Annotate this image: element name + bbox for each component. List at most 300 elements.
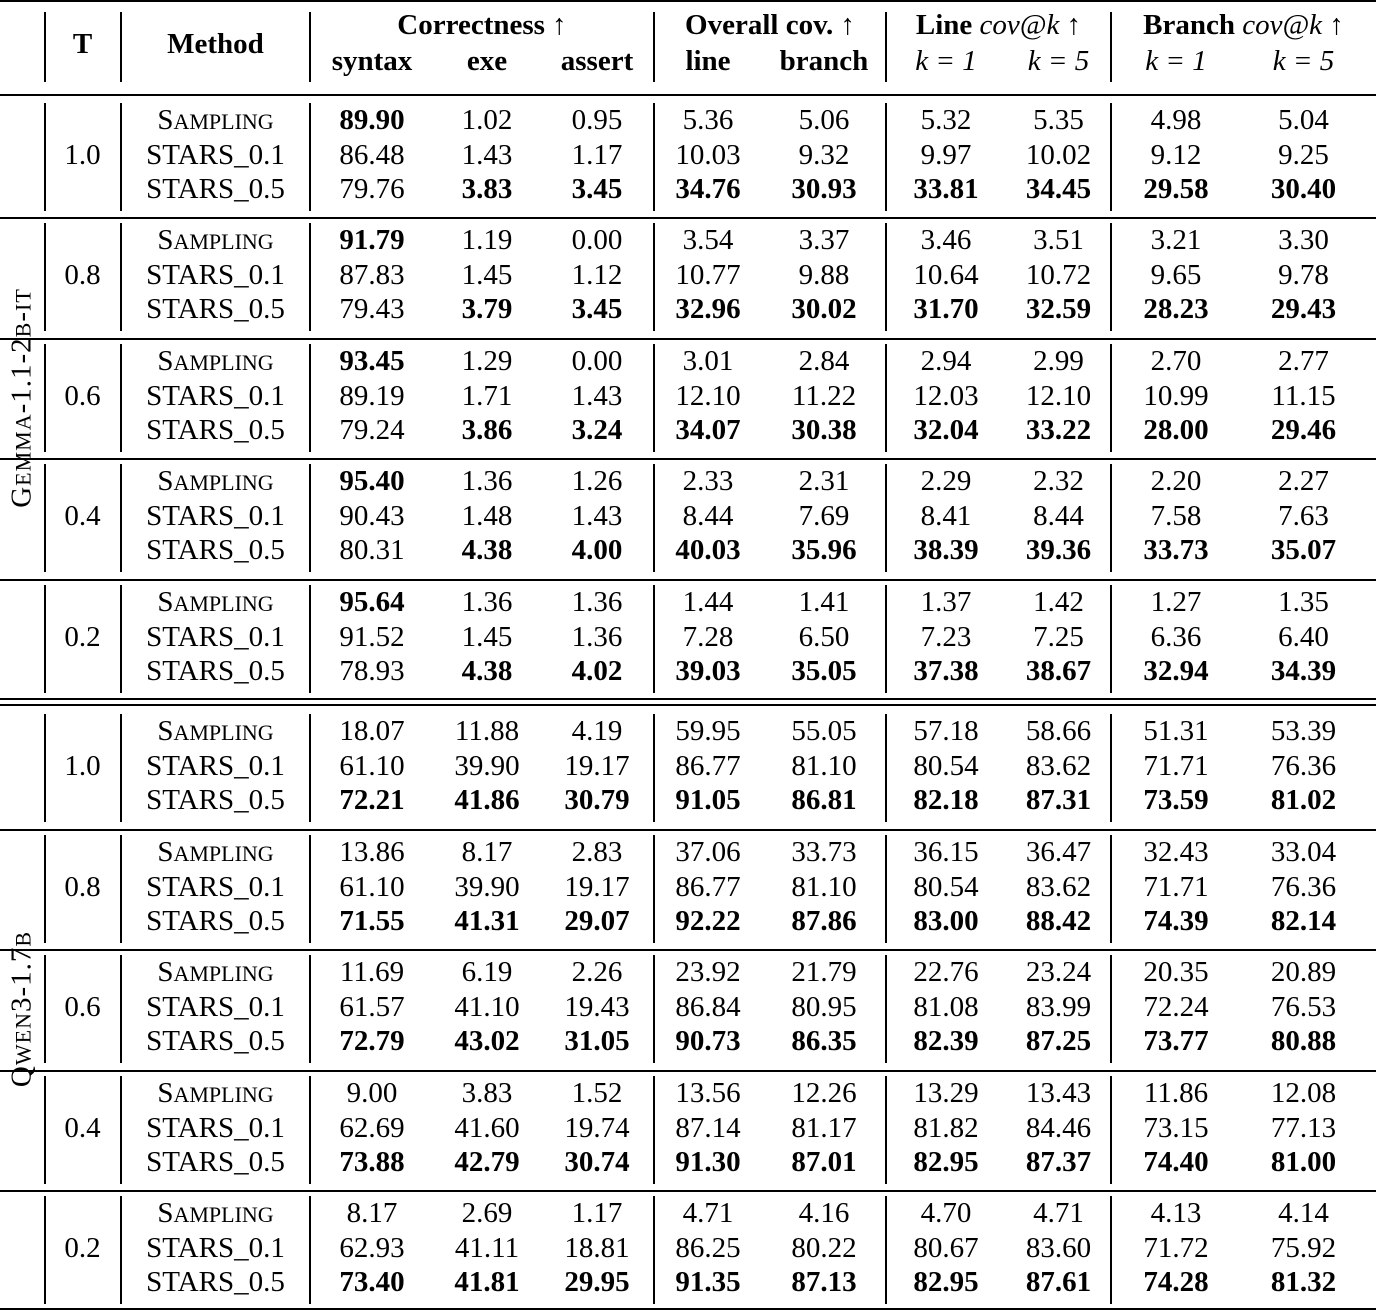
value-cell: 0.00 <box>571 224 623 256</box>
value-cell: 33.81 <box>913 173 979 205</box>
method-cell: STARS_0.1 <box>146 749 285 782</box>
value-cell: 33.22 <box>1025 414 1092 446</box>
value-cell: 10.72 <box>1025 258 1092 291</box>
value-cell: 81.82 <box>913 1111 979 1144</box>
header-line-cov <box>886 8 1111 42</box>
temperature-cell: 0.6 <box>64 990 101 1023</box>
value-cell: 61.10 <box>339 749 405 782</box>
value-cell: 86.77 <box>675 749 741 782</box>
value-cell: 4.14 <box>1278 1197 1329 1229</box>
value-cell: 61.57 <box>339 990 405 1023</box>
value-cell: 39.03 <box>675 655 741 687</box>
temperature-cell: 0.2 <box>64 620 101 653</box>
group-separator-rule <box>0 458 1376 460</box>
value-cell: 86.77 <box>675 870 741 903</box>
method-cell: STARS_0.5 <box>146 414 285 446</box>
value-cell: 81.00 <box>1270 1146 1337 1178</box>
value-cell: 32.04 <box>913 414 979 446</box>
value-cell: 7.23 <box>920 620 972 653</box>
value-cell: 10.99 <box>1143 379 1209 412</box>
value-cell: 2.99 <box>1033 345 1084 377</box>
value-cell: 6.40 <box>1278 620 1329 653</box>
value-cell: 29.58 <box>1143 173 1209 205</box>
value-cell: 81.17 <box>791 1111 857 1144</box>
value-cell: 93.45 <box>339 345 405 377</box>
method-cell: STARS_0.1 <box>146 990 285 1023</box>
value-cell: 7.63 <box>1278 499 1329 532</box>
value-cell: 89.90 <box>339 104 405 136</box>
value-cell: 75.92 <box>1270 1231 1337 1264</box>
value-cell: 1.41 <box>798 586 850 618</box>
value-cell: 53.39 <box>1270 715 1337 747</box>
method-cell: SAMPLING <box>157 956 274 988</box>
method-cell: STARS_0.5 <box>146 784 285 816</box>
value-cell: 91.05 <box>675 784 741 816</box>
value-cell: 5.32 <box>920 104 972 136</box>
value-cell: 2.20 <box>1150 465 1202 497</box>
temperature-cell: 0.8 <box>64 870 101 903</box>
value-cell: 2.69 <box>461 1197 513 1229</box>
value-cell: 72.24 <box>1143 990 1209 1023</box>
value-cell: 4.70 <box>920 1197 972 1229</box>
value-cell: 43.02 <box>454 1025 520 1057</box>
value-cell: 33.73 <box>1143 534 1209 566</box>
value-cell: 87.61 <box>1025 1266 1092 1298</box>
header-rule <box>0 94 1376 96</box>
value-cell: 1.26 <box>571 465 623 497</box>
value-cell: 80.54 <box>913 870 979 903</box>
value-cell: 1.42 <box>1033 586 1084 618</box>
header-sub-exe: exe <box>466 45 508 77</box>
method-cell: STARS_0.5 <box>146 1025 285 1057</box>
value-cell: 30.02 <box>791 293 857 325</box>
value-cell: 71.72 <box>1143 1231 1209 1264</box>
value-cell: 6.36 <box>1150 620 1202 653</box>
value-cell: 8.17 <box>461 836 513 868</box>
temperature-cell: 0.4 <box>64 1111 101 1144</box>
method-cell: SAMPLING <box>157 715 274 747</box>
value-cell: 62.93 <box>339 1231 405 1264</box>
value-cell: 4.13 <box>1150 1197 1202 1229</box>
value-cell: 91.79 <box>339 224 405 256</box>
method-cell: STARS_0.1 <box>146 379 285 412</box>
temperature-cell: 1.0 <box>64 749 101 782</box>
temperature-cell: 0.4 <box>64 499 101 532</box>
header-column-divider <box>653 12 655 82</box>
value-cell: 81.08 <box>913 990 979 1023</box>
value-cell: 83.62 <box>1025 749 1092 782</box>
value-cell: 73.40 <box>339 1266 405 1298</box>
value-cell: 39.90 <box>454 749 520 782</box>
value-cell: 76.53 <box>1270 990 1337 1023</box>
group-separator-rule <box>0 829 1376 831</box>
value-cell: 1.43 <box>461 138 513 171</box>
value-cell: 59.95 <box>675 715 741 747</box>
value-cell: 28.00 <box>1143 414 1209 446</box>
method-cell: SAMPLING <box>157 104 274 136</box>
value-cell: 1.36 <box>571 620 623 653</box>
value-cell: 32.59 <box>1025 293 1092 325</box>
value-cell: 2.26 <box>571 956 623 988</box>
value-cell: 4.38 <box>461 655 513 687</box>
value-cell: 19.74 <box>564 1111 630 1144</box>
value-cell: 87.31 <box>1025 784 1092 816</box>
value-cell: 1.52 <box>571 1077 623 1109</box>
value-cell: 3.45 <box>571 293 623 325</box>
value-cell: 39.36 <box>1025 534 1092 566</box>
value-cell: 37.38 <box>913 655 979 687</box>
value-cell: 0.00 <box>571 345 623 377</box>
value-cell: 3.46 <box>920 224 972 256</box>
value-cell: 82.95 <box>913 1266 979 1298</box>
value-cell: 92.22 <box>675 905 741 937</box>
value-cell: 2.77 <box>1278 345 1329 377</box>
value-cell: 1.17 <box>571 138 623 171</box>
value-cell: 19.43 <box>564 990 630 1023</box>
value-cell: 79.24 <box>339 414 405 446</box>
value-cell: 29.46 <box>1270 414 1337 446</box>
value-cell: 78.93 <box>339 655 405 687</box>
value-cell: 2.94 <box>920 345 972 377</box>
method-cell: SAMPLING <box>157 465 274 497</box>
value-cell: 80.88 <box>1270 1025 1337 1057</box>
value-cell: 12.10 <box>675 379 741 412</box>
value-cell: 3.30 <box>1278 224 1329 256</box>
value-cell: 32.96 <box>675 293 741 325</box>
value-cell: 95.40 <box>339 465 405 497</box>
value-cell: 90.43 <box>339 499 405 532</box>
value-cell: 89.19 <box>339 379 405 412</box>
value-cell: 1.43 <box>571 379 623 412</box>
value-cell: 79.76 <box>339 173 405 205</box>
method-cell: STARS_0.5 <box>146 534 285 566</box>
value-cell: 87.86 <box>791 905 857 937</box>
value-cell: 33.73 <box>791 836 857 868</box>
group-separator-rule <box>0 338 1376 340</box>
temperature-cell: 1.0 <box>64 138 101 171</box>
value-cell: 11.69 <box>339 956 405 988</box>
value-cell: 3.79 <box>461 293 513 325</box>
value-cell: 77.13 <box>1270 1111 1337 1144</box>
method-cell: STARS_0.1 <box>146 620 285 653</box>
value-cell: 9.78 <box>1278 258 1329 291</box>
value-cell: 74.28 <box>1143 1266 1209 1298</box>
value-cell: 29.43 <box>1270 293 1337 325</box>
value-cell: 2.70 <box>1150 345 1202 377</box>
value-cell: 10.02 <box>1025 138 1092 171</box>
value-cell: 30.38 <box>791 414 857 446</box>
value-cell: 13.43 <box>1025 1077 1092 1109</box>
method-cell: STARS_0.5 <box>146 1146 285 1178</box>
value-cell: 1.27 <box>1150 586 1202 618</box>
method-cell: SAMPLING <box>157 1077 274 1109</box>
value-cell: 80.67 <box>913 1231 979 1264</box>
value-cell: 81.10 <box>791 870 857 903</box>
value-cell: 10.03 <box>675 138 741 171</box>
value-cell: 30.93 <box>791 173 857 205</box>
value-cell: 41.31 <box>454 905 520 937</box>
value-cell: 7.69 <box>798 499 850 532</box>
value-cell: 9.00 <box>346 1077 398 1109</box>
value-cell: 2.84 <box>798 345 850 377</box>
value-cell: 1.12 <box>571 258 623 291</box>
value-cell: 86.84 <box>675 990 741 1023</box>
method-cell: SAMPLING <box>157 345 274 377</box>
value-cell: 4.00 <box>571 534 623 566</box>
header-line-cov-arrow: ↑ <box>1066 9 1082 41</box>
value-cell: 2.33 <box>682 465 734 497</box>
header-sub-branch-k1: k = 1 <box>1145 45 1207 77</box>
value-cell: 12.03 <box>913 379 979 412</box>
value-cell: 82.39 <box>913 1025 979 1057</box>
value-cell: 81.32 <box>1270 1266 1337 1298</box>
value-cell: 88.42 <box>1025 905 1092 937</box>
value-cell: 8.41 <box>920 499 972 532</box>
value-cell: 4.98 <box>1150 104 1202 136</box>
value-cell: 30.79 <box>564 784 630 816</box>
value-cell: 7.28 <box>682 620 734 653</box>
value-cell: 81.02 <box>1270 784 1337 816</box>
value-cell: 41.81 <box>454 1266 520 1298</box>
value-cell: 3.83 <box>461 173 513 205</box>
value-cell: 87.37 <box>1025 1146 1092 1178</box>
value-cell: 83.60 <box>1025 1231 1092 1264</box>
method-cell: STARS_0.5 <box>146 173 285 205</box>
value-cell: 30.40 <box>1270 173 1337 205</box>
value-cell: 33.04 <box>1270 836 1337 868</box>
value-cell: 83.62 <box>1025 870 1092 903</box>
temperature-cell: 0.8 <box>64 258 101 291</box>
value-cell: 12.26 <box>791 1077 857 1109</box>
value-cell: 9.32 <box>798 138 850 171</box>
method-cell: STARS_0.1 <box>146 1231 285 1264</box>
header-line-cov-metric: cov@k <box>979 9 1060 41</box>
value-cell: 91.52 <box>339 620 405 653</box>
value-cell: 4.71 <box>1033 1197 1084 1229</box>
value-cell: 9.88 <box>798 258 850 291</box>
value-cell: 5.35 <box>1033 104 1084 136</box>
value-cell: 8.44 <box>1033 499 1084 532</box>
value-cell: 76.36 <box>1270 749 1337 782</box>
value-cell: 4.38 <box>461 534 513 566</box>
value-cell: 81.10 <box>791 749 857 782</box>
value-cell: 29.95 <box>564 1266 630 1298</box>
method-cell: SAMPLING <box>157 586 274 618</box>
value-cell: 38.67 <box>1025 655 1092 687</box>
value-cell: 22.76 <box>913 956 979 988</box>
value-cell: 57.18 <box>913 715 979 747</box>
value-cell: 7.58 <box>1150 499 1202 532</box>
value-cell: 11.88 <box>454 715 520 747</box>
header-column-divider <box>120 12 122 82</box>
header-sub-line-k5: k = 5 <box>1027 45 1090 77</box>
value-cell: 34.39 <box>1270 655 1337 687</box>
value-cell: 87.14 <box>675 1111 741 1144</box>
value-cell: 35.07 <box>1270 534 1337 566</box>
model-separator-rule-2 <box>0 704 1376 706</box>
value-cell: 12.08 <box>1270 1077 1337 1109</box>
value-cell: 1.37 <box>920 586 972 618</box>
value-cell: 73.77 <box>1143 1025 1209 1057</box>
value-cell: 73.59 <box>1143 784 1209 816</box>
value-cell: 80.54 <box>913 749 979 782</box>
value-cell: 76.36 <box>1270 870 1337 903</box>
value-cell: 9.25 <box>1278 138 1329 171</box>
top-rule <box>0 0 1376 2</box>
value-cell: 11.15 <box>1271 379 1336 412</box>
value-cell: 34.45 <box>1025 173 1092 205</box>
header-branch-cov-arrow: ↑ <box>1329 9 1344 41</box>
header-branch-cov-metric: cov@k <box>1242 9 1323 41</box>
value-cell: 1.48 <box>461 499 513 532</box>
value-cell: 31.70 <box>913 293 979 325</box>
value-cell: 62.69 <box>339 1111 405 1144</box>
value-cell: 19.17 <box>564 870 630 903</box>
header-correctness: Correctness ↑ <box>397 9 567 41</box>
header-column-divider <box>309 12 311 82</box>
value-cell: 61.10 <box>339 870 405 903</box>
method-cell: STARS_0.1 <box>146 499 285 532</box>
value-cell: 80.22 <box>791 1231 857 1264</box>
value-cell: 34.07 <box>675 414 741 446</box>
value-cell: 1.36 <box>571 586 623 618</box>
value-cell: 3.21 <box>1150 224 1202 256</box>
value-cell: 32.94 <box>1143 655 1209 687</box>
value-cell: 3.24 <box>571 414 623 446</box>
value-cell: 31.05 <box>564 1025 630 1057</box>
value-cell: 1.45 <box>461 258 513 291</box>
bottom-rule <box>0 1308 1376 1310</box>
value-cell: 86.25 <box>675 1231 741 1264</box>
value-cell: 80.95 <box>791 990 857 1023</box>
value-cell: 41.60 <box>454 1111 520 1144</box>
value-cell: 6.19 <box>461 956 513 988</box>
model-label: GEMMA-1.1-2B-IT <box>5 288 38 508</box>
value-cell: 30.74 <box>564 1146 630 1178</box>
value-cell: 3.54 <box>682 224 734 256</box>
value-cell: 19.17 <box>564 749 630 782</box>
value-cell: 82.14 <box>1270 905 1337 937</box>
method-cell: STARS_0.1 <box>146 1111 285 1144</box>
value-cell: 0.95 <box>571 104 623 136</box>
value-cell: 38.39 <box>913 534 979 566</box>
header-sub-branch: branch <box>779 45 869 77</box>
header-column-divider <box>885 12 887 82</box>
group-separator-rule <box>0 579 1376 581</box>
value-cell: 3.83 <box>461 1077 513 1109</box>
value-cell: 13.86 <box>339 836 405 868</box>
value-cell: 5.06 <box>798 104 850 136</box>
value-cell: 83.99 <box>1025 990 1092 1023</box>
value-cell: 2.27 <box>1278 465 1329 497</box>
value-cell: 18.07 <box>339 715 405 747</box>
value-cell: 20.89 <box>1270 956 1337 988</box>
value-cell: 1.43 <box>571 499 623 532</box>
header-line-cov-label: Line <box>915 9 973 41</box>
value-cell: 11.86 <box>1143 1077 1209 1109</box>
value-cell: 8.17 <box>346 1197 398 1229</box>
value-cell: 8.44 <box>682 499 734 532</box>
value-cell: 1.36 <box>461 465 513 497</box>
method-cell: SAMPLING <box>157 1197 274 1229</box>
value-cell: 13.29 <box>913 1077 979 1109</box>
value-cell: 90.73 <box>675 1025 741 1057</box>
value-cell: 86.48 <box>339 138 405 171</box>
value-cell: 95.64 <box>339 586 405 618</box>
value-cell: 1.19 <box>461 224 513 256</box>
value-cell: 36.47 <box>1025 836 1092 868</box>
value-cell: 72.21 <box>339 784 405 816</box>
method-cell: STARS_0.1 <box>146 870 285 903</box>
value-cell: 36.15 <box>913 836 979 868</box>
value-cell: 9.65 <box>1150 258 1202 291</box>
value-cell: 86.35 <box>791 1025 857 1057</box>
value-cell: 3.45 <box>571 173 623 205</box>
header-sub-line: line <box>685 45 731 77</box>
value-cell: 5.36 <box>682 104 734 136</box>
value-cell: 35.05 <box>791 655 857 687</box>
value-cell: 51.31 <box>1143 715 1209 747</box>
value-cell: 21.79 <box>791 956 857 988</box>
value-cell: 55.05 <box>791 715 857 747</box>
header-branch-cov-label: Branch <box>1143 9 1236 41</box>
value-cell: 20.35 <box>1143 956 1209 988</box>
value-cell: 9.12 <box>1150 138 1202 171</box>
value-cell: 79.43 <box>339 293 405 325</box>
value-cell: 4.02 <box>571 655 623 687</box>
value-cell: 23.92 <box>675 956 741 988</box>
value-cell: 80.31 <box>339 534 405 566</box>
value-cell: 29.07 <box>564 905 630 937</box>
value-cell: 1.36 <box>461 586 513 618</box>
value-cell: 41.11 <box>454 1231 520 1264</box>
header-sub-assert: assert <box>560 45 634 77</box>
value-cell: 87.25 <box>1025 1025 1092 1057</box>
value-cell: 1.35 <box>1278 586 1329 618</box>
value-cell: 73.15 <box>1143 1111 1209 1144</box>
temperature-cell: 0.2 <box>64 1231 101 1264</box>
value-cell: 91.35 <box>675 1266 741 1298</box>
group-separator-rule <box>0 949 1376 951</box>
value-cell: 87.83 <box>339 258 405 291</box>
value-cell: 13.56 <box>675 1077 741 1109</box>
group-separator-rule <box>0 1070 1376 1072</box>
value-cell: 87.13 <box>791 1266 857 1298</box>
value-cell: 71.71 <box>1143 870 1209 903</box>
value-cell: 7.25 <box>1033 620 1084 653</box>
header-method: Method <box>167 28 264 60</box>
value-cell: 35.96 <box>791 534 857 566</box>
value-cell: 10.64 <box>913 258 979 291</box>
value-cell: 41.10 <box>454 990 520 1023</box>
value-cell: 83.00 <box>913 905 979 937</box>
value-cell: 6.50 <box>798 620 850 653</box>
value-cell: 34.76 <box>675 173 741 205</box>
group-separator-rule <box>0 1190 1376 1192</box>
value-cell: 82.95 <box>913 1146 979 1178</box>
value-cell: 87.01 <box>791 1146 857 1178</box>
header-sub-line-k1: k = 1 <box>915 45 977 77</box>
value-cell: 82.18 <box>913 784 979 816</box>
header-column-divider <box>44 12 46 82</box>
method-cell: STARS_0.5 <box>146 293 285 325</box>
value-cell: 1.02 <box>461 104 513 136</box>
value-cell: 3.01 <box>682 345 734 377</box>
model-separator-rule-1 <box>0 698 1376 700</box>
value-cell: 2.31 <box>798 465 850 497</box>
value-cell: 32.43 <box>1143 836 1209 868</box>
model-label: QWEN3-1.7B <box>5 930 38 1088</box>
